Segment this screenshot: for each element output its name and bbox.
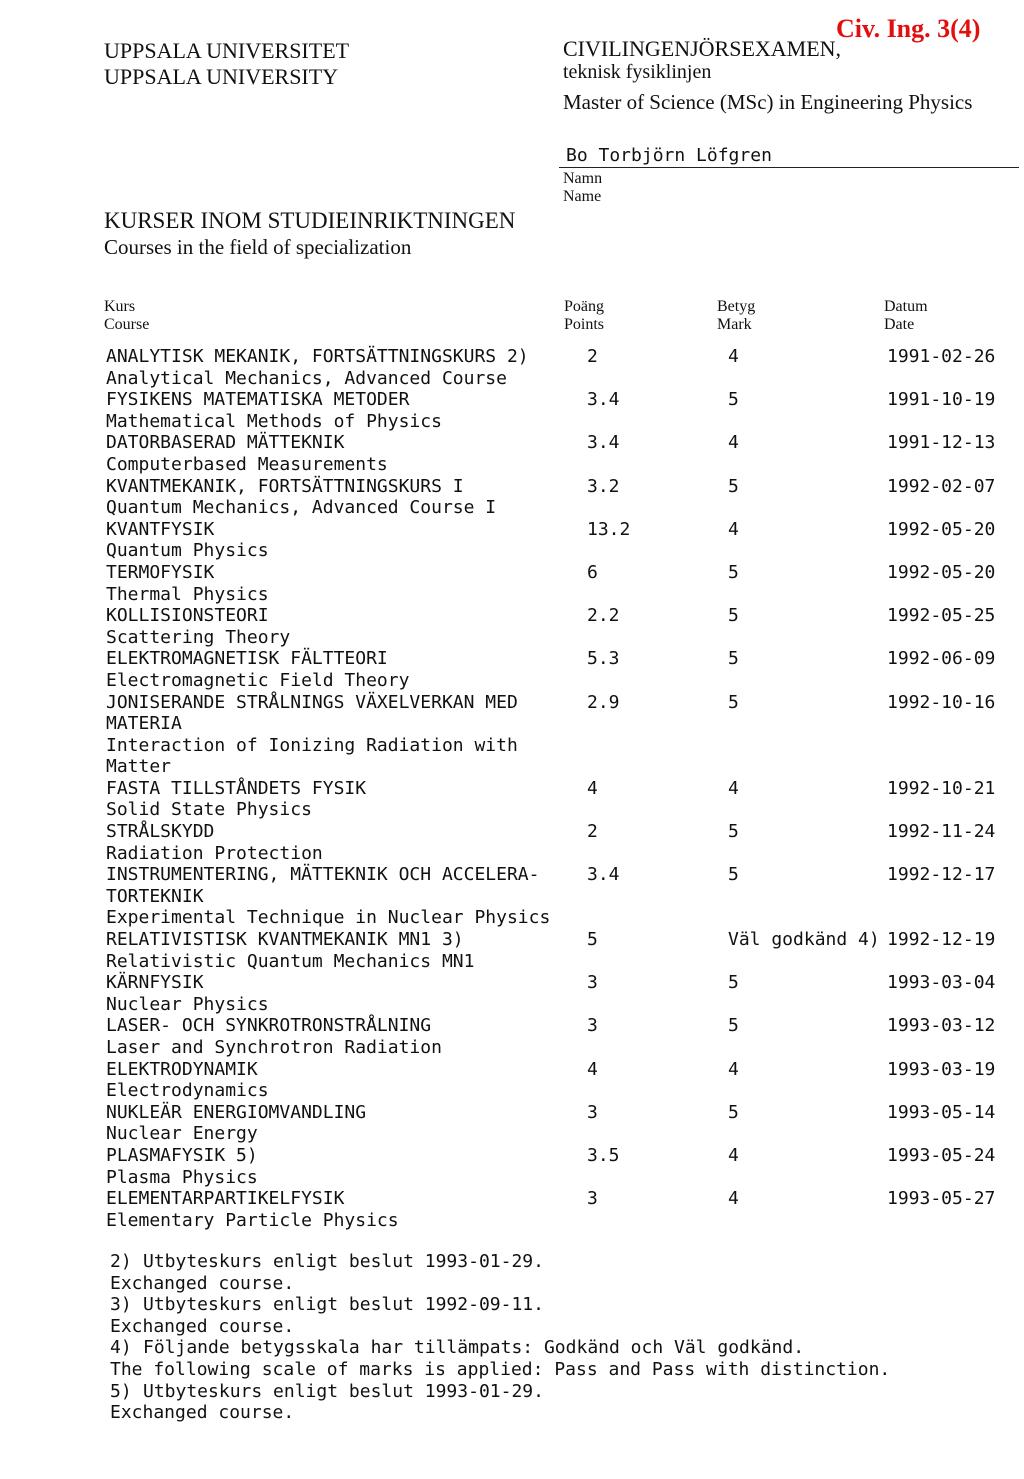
course-points: 2.9 [587,691,620,713]
table-row [0,1015,1024,1058]
course-name-line: Nuclear Physics [106,993,269,1015]
course-points: 5.3 [587,648,620,670]
footnotes [110,1251,890,1424]
course-mark: 5 [728,648,739,670]
course-name-line: KOLLISIONSTEORI [106,605,269,627]
course-points: 3 [587,972,598,994]
course-name-line: Analytical Mechanics, Advanced Course [106,367,507,389]
course-name-line: Quantum Physics [106,540,269,562]
course-mark: 4 [728,346,739,367]
course-points: 3.4 [587,389,620,411]
course-date: 1993-05-27 [887,1188,996,1210]
table-row [0,389,1024,432]
course-date: 1993-05-14 [887,1101,996,1123]
course-name-line: Mathematical Methods of Physics [106,410,442,432]
name-label-en: Name [563,188,602,205]
course-name-line: JONISERANDE STRÅLNINGS VÄXELVERKAN MED [106,691,518,713]
course-name-line: TERMOFYSIK [106,561,215,583]
course-points: 6 [587,561,598,583]
course-points: 3 [587,1101,598,1123]
table-row [0,1188,1024,1231]
course-mark: 4 [728,1145,739,1166]
course-name-line: MATERIA [106,713,182,735]
course-name-line: Computerbased Measurements [106,453,388,475]
table-row [0,864,1024,929]
table-row [0,519,1024,562]
course-name-line: INSTRUMENTERING, MÄTTEKNIK OCH ACCELERA- [106,864,540,886]
course-points: 3.4 [587,864,620,886]
university-name-en: UPPSALA UNIVERSITY [104,64,339,89]
course-name-line: Electrodynamics [106,1080,269,1102]
course-mark: 5 [728,691,739,713]
course-date: 1992-05-20 [887,561,996,583]
course-points: 3 [587,1015,598,1037]
exam-title-en: Master of Science (MSc) in Engineering Physics [563,90,973,114]
footnote-text-sv: Utbyteskurs enligt beslut 1993-01-29. [143,1251,544,1272]
footnote-text-sv: Utbyteskurs enligt beslut 1993-01-29. [143,1380,544,1402]
course-name-line: Thermal Physics [106,583,269,605]
table-row [0,972,1024,1015]
footnote-number: 2) [110,1251,132,1272]
table-row [0,1145,1024,1188]
course-points: 2.2 [587,605,620,627]
section-title-en: Courses in the field of specialization [104,235,412,259]
header-mark-en: Mark [717,316,752,333]
course-date: 1991-12-13 [887,432,996,454]
section-title-sv: KURSER INOM STUDIEINRIKTNINGEN [104,208,516,233]
page-mark: Civ. Ing. 3(4) [836,14,981,43]
course-points: 4 [587,777,598,799]
course-name-line: DATORBASERAD MÄTTEKNIK [106,432,345,454]
course-name-line: FYSIKENS MATEMATISKA METODER [106,389,410,411]
table-row [0,929,1024,972]
course-points: 4 [587,1058,598,1080]
course-name-line: KÄRNFYSIK [106,972,204,994]
header-date [884,298,928,334]
header-points [564,298,604,334]
course-mark: 4 [728,777,739,799]
footnote [110,1337,890,1359]
course-points: 3 [587,1188,598,1210]
table-row [0,432,1024,475]
course-date: 1993-03-04 [887,972,996,994]
header-course-en: Course [104,316,150,333]
course-name-line: Electromagnetic Field Theory [106,669,410,691]
course-table [0,346,1024,1231]
course-name-line: PLASMAFYSIK 5) [106,1145,258,1166]
table-row [0,692,1024,778]
course-date: 1992-10-21 [887,777,996,799]
course-date: 1992-10-16 [887,691,996,713]
table-row [0,648,1024,691]
table-row [0,346,1024,389]
footnote-number: 5) [110,1380,132,1402]
table-row [0,778,1024,821]
course-date: 1992-05-20 [887,518,996,540]
course-points: 3.4 [587,432,620,454]
footnote-text-sv: Utbyteskurs enligt beslut 1992-09-11. [143,1294,544,1316]
course-points: 2 [587,346,598,367]
course-mark: 5 [728,1101,739,1123]
course-name-line: Experimental Technique in Nuclear Physics [106,907,551,929]
table-row [0,1059,1024,1102]
header-date-sv: Datum [884,298,928,315]
course-name-line: KVANTFYSIK [106,518,215,540]
footnote [110,1381,890,1403]
course-name-line: ELEKTRODYNAMIK [106,1058,258,1080]
course-name-line: Plasma Physics [106,1166,258,1188]
course-name-line: Nuclear Energy [106,1123,258,1145]
course-name-line: STRÅLSKYDD [106,821,215,843]
course-mark: 4 [728,1058,739,1080]
course-points: 5 [587,929,598,951]
course-points: 13.2 [587,518,631,540]
course-name-line: KVANTMEKANIK, FORTSÄTTNINGSKURS I [106,475,464,497]
header-points-en: Points [564,316,605,333]
course-date: 1992-06-09 [887,648,996,670]
exam-title-sv: CIVILINGENJÖRSEXAMEN, [563,36,842,61]
course-name-line: NUKLEÄR ENERGIOMVANDLING [106,1101,367,1123]
footnote-number: 3) [110,1294,132,1316]
footnote-text-en: Exchanged course. [110,1272,295,1294]
course-mark: Väl godkänd 4) [728,929,880,951]
course-name-line: Interaction of Ionizing Radiation with [106,734,518,756]
course-name-line: RELATIVISTISK KVANTMEKANIK MN1 3) [106,929,464,951]
footnote-text-sv: Följande betygsskala har tillämpats: Godkänd och Väl godkänd. [143,1337,805,1359]
footnote-text-en: Exchanged course. [110,1402,295,1424]
course-date: 1992-05-25 [887,605,996,627]
table-row [0,1102,1024,1145]
course-points: 3.5 [587,1145,620,1166]
course-name-line: TORTEKNIK [106,885,204,907]
course-date: 1992-11-24 [887,821,996,843]
table-row [0,605,1024,648]
university-name-sv: UPPSALA UNIVERSITET [104,38,350,63]
course-date: 1991-10-19 [887,389,996,411]
course-name-line: Scattering Theory [106,626,291,648]
table-row [0,476,1024,519]
course-date: 1993-03-12 [887,1015,996,1037]
course-mark: 5 [728,821,739,843]
footnote [110,1294,890,1316]
footnote-number: 4) [110,1337,132,1359]
course-name-line: FASTA TILLSTÅNDETS FYSIK [106,777,367,799]
course-name-line: Laser and Synchrotron Radiation [106,1037,442,1059]
name-label-sv: Namn [563,170,603,187]
table-row [0,562,1024,605]
header-mark-sv: Betyg [717,298,756,315]
course-mark: 5 [728,475,739,497]
course-mark: 5 [728,864,739,886]
footnote [110,1251,890,1273]
course-mark: 4 [728,432,739,454]
course-date: 1991-02-26 [887,346,996,367]
course-date: 1993-03-19 [887,1058,996,1080]
course-name-line: Matter [106,756,172,778]
footnote-text-en: The following scale of marks is applied: Pass and Pass with distinction. [110,1358,891,1380]
course-mark: 5 [728,972,739,994]
course-name-line: ANALYTISK MEKANIK, FORTSÄTTNINGSKURS 2) [106,346,529,367]
course-date: 1993-05-24 [887,1145,996,1166]
student-name: Bo Torbjörn Löfgren [566,145,772,166]
header-date-en: Date [884,316,915,333]
course-name-line: Solid State Physics [106,799,312,821]
course-name-line: ELEKTROMAGNETISK FÄLTTEORI [106,648,388,670]
course-date: 1992-02-07 [887,475,996,497]
course-points: 2 [587,821,598,843]
course-date: 1992-12-17 [887,864,996,886]
header-mark [717,298,755,334]
footnote-text-en: Exchanged course. [110,1315,295,1337]
course-name-line: Elementary Particle Physics [106,1209,399,1231]
name-underline [559,167,1019,168]
header-course-sv: Kurs [104,298,136,315]
course-name-line: Radiation Protection [106,842,323,864]
course-mark: 5 [728,389,739,411]
course-points: 3.2 [587,475,620,497]
header-points-sv: Poäng [564,298,604,315]
course-name-line: LASER- OCH SYNKROTRONSTRÅLNING [106,1015,432,1037]
course-date: 1992-12-19 [887,929,996,951]
program-name-sv: teknisk fysiklinjen [563,61,712,83]
course-mark: 5 [728,1015,739,1037]
course-mark: 5 [728,561,739,583]
course-mark: 4 [728,1188,739,1210]
header-course [104,298,149,334]
course-mark: 4 [728,518,739,540]
course-mark: 5 [728,605,739,627]
course-name-line: Quantum Mechanics, Advanced Course I [106,497,497,519]
course-name-line: Relativistic Quantum Mechanics MN1 [106,950,475,972]
table-row [0,821,1024,864]
course-name-line: ELEMENTARPARTIKELFYSIK [106,1188,345,1210]
